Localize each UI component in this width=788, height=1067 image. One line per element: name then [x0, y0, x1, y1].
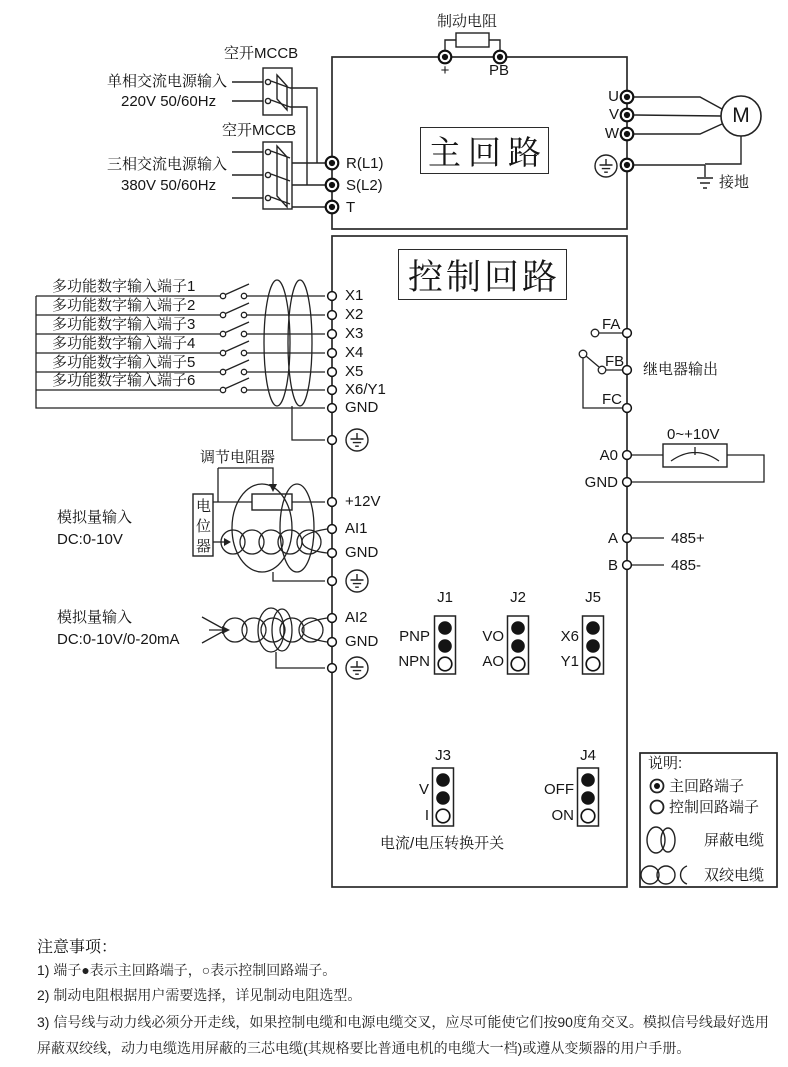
terminal-s-label: S(L2)	[346, 177, 383, 194]
terminal-s-dot	[326, 179, 339, 192]
main-circuit-title: 主回路	[420, 127, 549, 174]
arrow-right-icon	[224, 538, 231, 546]
analog-input2-wiring	[202, 608, 327, 668]
jumper-j5-name: J5	[585, 589, 601, 606]
mccb-bottom-label: 空开MCCB	[222, 122, 297, 139]
terminal-b-dot	[623, 561, 632, 570]
braking-resistor-symbol	[445, 33, 500, 57]
digital-switch-2	[220, 303, 249, 318]
jumper-j2-top-label: VO	[482, 628, 504, 645]
note-item-2: 2) 制动电阻根据用户需要选择，详见制动电阻选型。	[37, 987, 362, 1003]
control-terminal-legend-icon	[651, 801, 664, 814]
three-phase-input-label: 三相交流电源输入	[107, 156, 228, 173]
pe-ground-icon	[346, 570, 368, 592]
jumper-j1-top-label: PNP	[399, 628, 430, 645]
three-phase-rating-label: 380V 50/60Hz	[121, 177, 217, 194]
terminal-ai1-dot	[328, 525, 337, 534]
terminal-v-dot	[621, 109, 634, 122]
jumper-j1-bottom-label: NPN	[398, 653, 430, 670]
digital-switch-6	[220, 378, 249, 393]
jumper-j4-bottom-label: ON	[551, 807, 574, 824]
terminal-gnd3-dot	[623, 478, 632, 487]
terminal-x5-dot	[328, 368, 337, 377]
pe-ground-icon	[346, 657, 368, 679]
terminal-pe1-dot	[328, 436, 337, 445]
shielded-cable-legend-icon	[647, 827, 665, 853]
terminal-t-dot	[326, 201, 339, 214]
digital-switch-5	[220, 360, 249, 375]
meter-range-label: 0~+10V	[667, 426, 720, 443]
terminal-fc-dot	[623, 404, 632, 413]
terminal-r-dot	[326, 157, 339, 170]
terminal-x1-dot	[328, 292, 337, 301]
jumper-j4-top-label: OFF	[544, 781, 574, 798]
digital-switch-3	[220, 322, 249, 337]
terminal-fc-label: FC	[602, 391, 622, 408]
rs485-minus-label: 485-	[671, 557, 702, 574]
rs485-wiring	[632, 538, 664, 565]
pe-ground-icon	[346, 429, 368, 451]
analog-input1-label: 模拟量输入	[57, 509, 133, 526]
analog-input1-rating: DC:0-10V	[57, 531, 123, 548]
jumper-j3-name: J3	[435, 747, 451, 764]
digital-input-label-3: 多功能数字输入端子3	[52, 316, 196, 333]
jumper-j3-block	[433, 768, 454, 826]
terminal-12v-label: +12V	[345, 493, 381, 510]
twisted-cable-legend-icon	[641, 866, 659, 884]
jumper-j5-block	[583, 616, 604, 674]
note-item-3: 3) 信号线与动力线必须分开走线，如果控制电缆和电源电缆交叉，应尽可能使它们按90度角交叉。模拟信号线最好选用屏蔽双绞线，动力电缆选用屏蔽的三芯电缆(其规格要比普通电机的电缆大一档)或遵从变频器的用户手册。	[37, 1014, 769, 1056]
jumper-j4-name: J4	[580, 747, 596, 764]
jumper-j5-bottom-label: Y1	[560, 653, 579, 670]
terminal-ai2-label: AI2	[345, 609, 368, 626]
digital-input-label-6: 多功能数字输入端子6	[52, 372, 196, 389]
relay-lever	[586, 356, 599, 367]
rs485-plus-label: 485+	[671, 530, 705, 547]
terminal-r-label: R(L1)	[346, 155, 384, 172]
notes-title: 注意事项：	[37, 939, 118, 956]
motor-label: M	[732, 104, 750, 127]
digital-switch-1	[220, 284, 249, 299]
relay-output-label: 继电器输出	[643, 361, 719, 378]
terminal-x6y1-dot	[328, 386, 337, 395]
terminal-gnd2-label: GND	[345, 633, 379, 650]
terminal-x3-dot	[328, 330, 337, 339]
terminal-ai1-label: AI1	[345, 520, 368, 537]
jumper-j2-block	[508, 616, 529, 674]
terminal-pe2-dot	[328, 577, 337, 586]
jumper-j5-top-label: X6	[560, 628, 579, 645]
terminal-gnd1-label: GND	[345, 544, 379, 561]
terminal-w-label: W	[604, 125, 619, 142]
braking-resistor-label: 制动电阻	[437, 13, 498, 30]
terminal-x1-label: X1	[345, 287, 364, 304]
legend-control-terminal-label: 控制回路端子	[669, 799, 760, 816]
legend-twisted-cable-label: 双绞电缆	[704, 867, 765, 884]
terminal-gnd1-dot	[328, 549, 337, 558]
jumper-j1-block	[435, 616, 456, 674]
adjust-resistor-label: 调节电阻器	[200, 449, 276, 466]
control-circuit-title: 控制回路	[398, 249, 567, 300]
jumper-j2-bottom-label: AO	[482, 653, 504, 670]
terminal-x4-label: X4	[345, 344, 364, 361]
shielded-cable-icon	[264, 280, 290, 406]
jumper-j3-bottom-label: I	[424, 807, 429, 824]
terminal-fa-label: FA	[602, 316, 621, 333]
legend-main-terminal-label: 主回路端子	[669, 778, 745, 795]
terminal-pb-label: PB	[489, 62, 510, 79]
jumper-j3-top-label: V	[418, 781, 429, 798]
jumper-j4-block	[578, 768, 599, 826]
terminal-x5-label: X5	[345, 363, 364, 380]
terminal-b-label: B	[607, 557, 618, 574]
analog-input2-rating: DC:0-10V/0-20mA	[57, 631, 180, 648]
terminal-t-label: T	[346, 199, 356, 216]
terminal-x3-label: X3	[345, 325, 364, 342]
terminal-plus-label: +	[440, 62, 450, 79]
terminal-gnd3-label: GND	[584, 474, 618, 491]
potentiometer-label: 电位器	[195, 498, 211, 555]
terminal-ai2-dot	[328, 614, 337, 623]
terminal-v-label: V	[608, 106, 619, 123]
digital-switch-4	[220, 341, 249, 356]
single-phase-rating-label: 220V 50/60Hz	[121, 93, 217, 110]
terminal-gnd-digital-dot	[328, 404, 337, 413]
digital-input-label-1: 多功能数字输入端子1	[52, 278, 196, 295]
terminal-gnd2-dot	[328, 638, 337, 647]
terminal-a0-label: A0	[599, 447, 618, 464]
terminal-12v-dot	[328, 498, 337, 507]
analog-output-meter	[632, 444, 764, 482]
terminal-u-label: U	[608, 88, 619, 105]
mccb-three-phase-symbol	[232, 142, 325, 209]
legend-shielded-cable-label: 屏蔽电缆	[704, 832, 765, 849]
analog-input1-wiring	[193, 468, 327, 581]
terminal-x4-dot	[328, 349, 337, 358]
terminal-fb-label: FB	[605, 353, 625, 370]
mccb-top-label: 空开MCCB	[224, 45, 299, 62]
digital-input-label-4: 多功能数字输入端子4	[52, 335, 196, 352]
pe-ground-icon	[595, 155, 617, 177]
note-item-1: 1) 端子●表示主回路端子，○表示控制回路端子。	[37, 962, 337, 978]
terminal-x2-label: X2	[345, 306, 364, 323]
jumper-j2-name: J2	[510, 589, 526, 606]
legend-title: 说明:	[648, 755, 683, 772]
terminal-fa-dot	[623, 329, 632, 338]
digital-input-label-2: 多功能数字输入端子2	[52, 297, 196, 314]
digital-input-label-5: 多功能数字输入端子5	[52, 354, 196, 371]
terminal-u-dot	[621, 91, 634, 104]
terminal-a0-dot	[623, 451, 632, 460]
switch-note-label: 电流/电压转换开关	[380, 835, 505, 852]
single-phase-input-label: 单相交流电源输入	[107, 73, 228, 90]
terminal-x6y1-label: X6/Y1	[345, 381, 386, 398]
jumper-j1-name: J1	[437, 589, 453, 606]
terminal-gnd-digital-label: GND	[345, 399, 379, 416]
terminal-x2-dot	[328, 311, 337, 320]
terminal-a-dot	[623, 534, 632, 543]
ground-label: 接地	[719, 174, 750, 191]
terminal-ground-dot	[621, 159, 634, 172]
terminal-w-dot	[621, 128, 634, 141]
terminal-pe3-dot	[328, 664, 337, 673]
earth-symbol	[697, 178, 713, 188]
analog-input2-label: 模拟量输入	[57, 609, 133, 626]
terminal-a-label: A	[607, 530, 618, 547]
